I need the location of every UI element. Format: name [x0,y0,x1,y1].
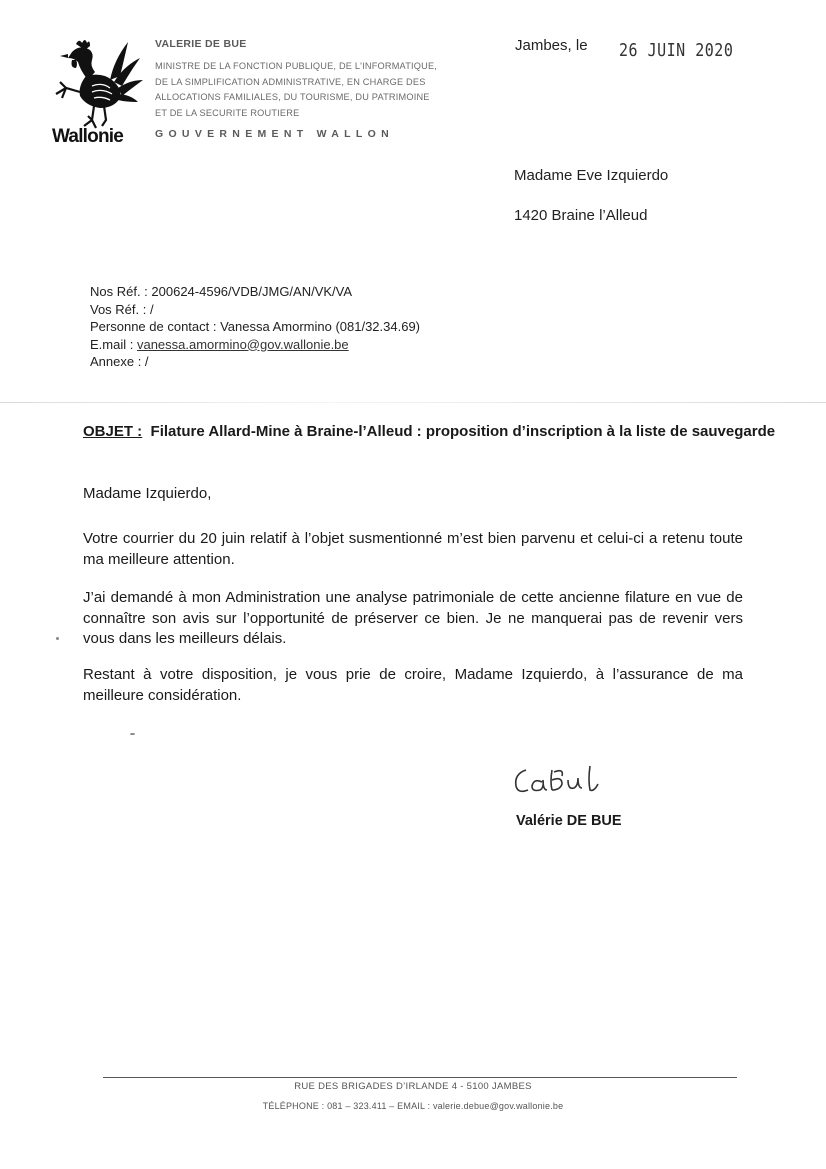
handwritten-signature [510,760,620,805]
subject-text: Filature Allard-Mine à Braine-l’Alleud : proposition d’inscription à la liste de sauvegarde [150,423,776,440]
recipient-name: Madame Eve Izquierdo [514,167,669,184]
government-name: GOUVERNEMENT WALLON [155,128,394,140]
minister-title-line: ET DE LA SECURITE ROUTIERE [155,107,300,118]
minister-title-line: DE LA SIMPLIFICATION ADMINISTRATIVE, EN CHARGE DES [155,76,426,87]
scan-speck [130,733,135,735]
rooster-icon [50,36,145,146]
subject-line [83,423,775,440]
salutation: Madame Izquierdo, [83,485,212,502]
footer-contact: TÉLÉPHONE : 081 – 323.411 – EMAIL : valerie.debue@gov.wallonie.be [262,1101,564,1111]
scan-artifact-line [0,402,826,403]
footer-divider [103,1077,737,1078]
email-label: E.mail : [90,336,137,352]
body-paragraph: Votre courrier du 20 juin relatif à l’objet susmentionné m’est bien parvenu et celui-ci a retenu toute ma meilleure attention. [83,530,743,568]
minister-title-line: MINISTRE DE LA FONCTION PUBLIQUE, DE L'INFORMATIQUE, [155,61,438,71]
contact-email-link[interactable]: vanessa.amormino@gov.wallonie.be [136,336,349,352]
wallonie-logo [50,36,145,146]
place-label: Jambes, le [515,37,588,54]
minister-name: VALERIE DE BUE [155,38,247,50]
recipient-city: 1420 Braine l’Alleud [514,207,648,224]
our-reference: Nos Réf. : 200624-4596/VDB/JMG/AN/VK/VA [90,284,353,299]
body-paragraph: J’ai demandé à mon Administration une analyse patrimoniale de cette ancienne filature en vue de connaître son avis sur l’opportunité de préserver ce bien. Je ne manquerai pas de revenir vers vous dans les meilleurs délais. [83,589,743,647]
signer-name: Valérie DE BUE [516,813,622,829]
contact-person: Personne de contact : Vanessa Amormino (081/32.34.69) [90,319,421,334]
your-reference: Vos Réf. : / [90,301,154,317]
reference-block [90,283,420,371]
minister-title [155,59,437,121]
email-line [90,336,420,354]
body-paragraph: Restant à votre disposition, je vous prie de croire, Madame Izquierdo, à l’assurance de ma meilleure considération. [83,666,743,704]
subject-label: OBJET : [83,423,143,440]
logo-wordmark: Wallonie [52,126,124,146]
date-stamp: 26 JUIN 2020 [619,39,734,61]
footer-address: RUE DES BRIGADES D’IRLANDE 4 - 5100 JAMBES [294,1081,532,1092]
annex: Annexe : / [90,354,149,369]
minister-title-line: ALLOCATIONS FAMILIALES, DU TOURISME, DU PATRIMOINE [155,92,430,103]
scan-speck [56,637,59,640]
